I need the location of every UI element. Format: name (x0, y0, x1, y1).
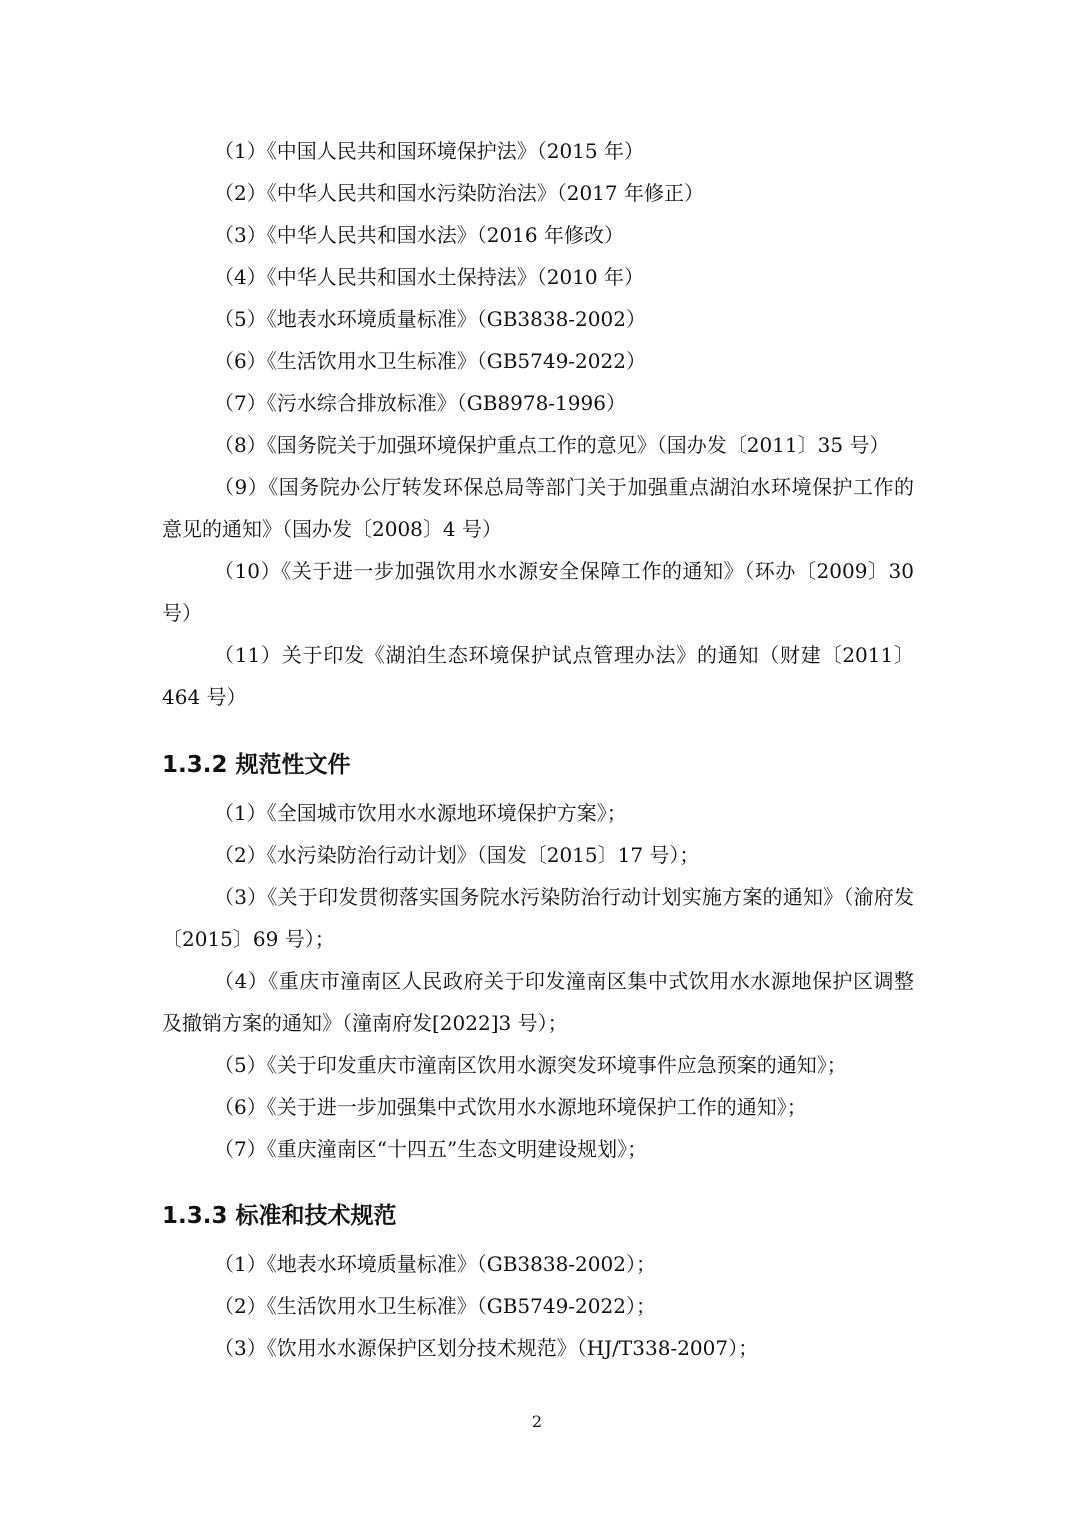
list-item: （4）《中华人民共和国水土保持法》（2010 年） (214, 265, 644, 289)
list-item: （10）《关于进一步加强饮用水水源安全保障工作的通知》（环办〔2009〕30 号） (162, 559, 914, 625)
list-item: （6）《生活饮用水卫生标准》（GB5749-2022） (214, 349, 646, 373)
list-item: （7）《重庆潼南区“十四五”生态文明建设规划》； (214, 1137, 648, 1161)
list-item: （4）《重庆市潼南区人民政府关于印发潼南区集中式饮用水水源地保护区调整及撤销方案的通知》（潼南府发[2022]3 号）； (162, 969, 914, 1035)
list-item: （5）《地表水环境质量标准》（GB3838-2002） (214, 307, 646, 331)
list-item: （2）《中华人民共和国水污染防治法》（2017 年修正） (214, 181, 704, 205)
list-item: （9）《国务院办公厅转发环保总局等部门关于加强重点湖泊水环境保护工作的意见的通知》（国办发〔2008〕4 号） (162, 475, 914, 541)
section-heading-1-3-2: 1.3.2 规范性文件 (162, 752, 351, 778)
list-item: （1）《全国城市饮用水水源地环境保护方案》； (214, 801, 627, 825)
list-item: （11）关于印发《湖泊生态环境保护试点管理办法》的通知（财建〔2011〕464 号） (162, 643, 914, 709)
list-item: （6）《关于进一步加强集中式饮用水水源地环境保护工作的通知》； (214, 1095, 807, 1119)
list-item: （2）《水污染防治行动计划》（国发〔2015〕17 号）； (214, 843, 700, 867)
page-number: 2 (531, 1412, 543, 1431)
list-item: （3）《关于印发贯彻落实国务院水污染防治行动计划实施方案的通知》（渝府发〔2015〕69 号）； (162, 885, 914, 951)
normative-documents-list (162, 792, 914, 1170)
list-item: （3）《饮用水水源保护区划分技术规范》（HJ/T338-2007）； (214, 1336, 759, 1360)
standards-list (162, 1243, 914, 1369)
list-item: （1）《地表水环境质量标准》（GB3838-2002）； (214, 1252, 656, 1276)
list-item: （7）《污水综合排放标准》（GB8978-1996） (214, 391, 626, 415)
section-heading-1-3-3: 1.3.3 标准和技术规范 (162, 1203, 397, 1229)
list-item: （1）《中国人民共和国环境保护法》（2015 年） (214, 139, 644, 163)
list-item: （8）《国务院关于加强环境保护重点工作的意见》（国办发〔2011〕35 号） (214, 433, 890, 457)
list-item: （2）《生活饮用水卫生标准》（GB5749-2022）； (214, 1294, 656, 1318)
list-item: （5）《关于印发重庆市潼南区饮用水源突发环境事件应急预案的通知》； (214, 1053, 847, 1077)
laws-list (162, 130, 914, 718)
list-item: （3）《中华人民共和国水法》（2016 年修改） (214, 223, 624, 247)
